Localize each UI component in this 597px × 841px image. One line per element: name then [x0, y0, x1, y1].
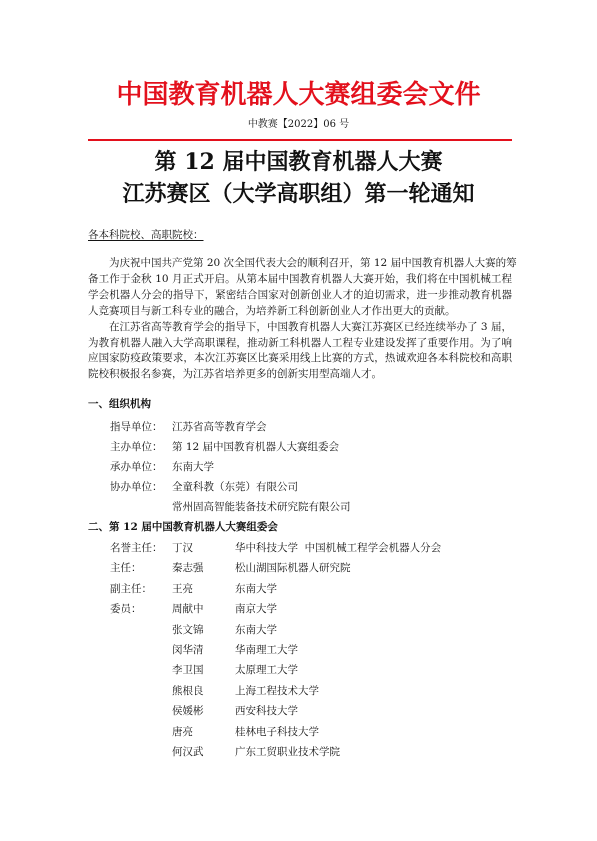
- committee-role: [110, 660, 172, 680]
- org-row-value: 江苏省高等教育学会: [172, 421, 267, 433]
- committee-row: [88, 620, 512, 640]
- body-text: [88, 256, 517, 383]
- red-header-rule: [88, 139, 512, 141]
- committee-member-affiliation: 太原理工大学: [235, 664, 298, 677]
- committee-row: [88, 701, 512, 721]
- org-row: [88, 437, 512, 457]
- paragraph-line: 为庆祝中国共产党第 20 次全国代表大会的顺利召开，第 12 届中国教育机器人大赛的筹: [109, 257, 517, 269]
- committee-member-affiliation: 东南大学: [235, 582, 277, 595]
- paragraph-line: 备工作于金秋 10 月正式开启。从第本届中国教育机器人大赛开始，我们将在中国机械工程: [88, 272, 512, 285]
- committee-row: [88, 681, 512, 701]
- committee-role: 名誉主任：: [110, 542, 163, 554]
- committee-member-affiliation: 华南理工大学: [235, 643, 298, 656]
- committee-role: 委员：: [110, 603, 142, 616]
- paragraph-line: 院校积极报名参赛，为江苏省培养更多的创新实用型高端人才。: [88, 368, 382, 381]
- paragraph-line: 应国家防疫政策要求，本次江苏赛区比赛采用线上比赛的方式，热诚欢迎各本科院校和高职: [88, 352, 512, 365]
- document-number: 中教赛【2022】06 号: [247, 119, 350, 130]
- committee-row: [88, 579, 512, 599]
- committee-member-name: 丁汉: [172, 542, 193, 554]
- committee-row: [88, 599, 512, 619]
- org-row: [88, 477, 512, 497]
- org-row-label: [110, 497, 172, 517]
- org-row-label: 指导单位：: [110, 421, 163, 433]
- committee-member-name: 李卫国: [172, 664, 204, 677]
- paragraph-2: [88, 320, 512, 384]
- org-row: [88, 417, 512, 437]
- committee-member-name: 周献中: [172, 603, 204, 616]
- org-row-value: 常州固高智能装备技术研究院有限公司: [172, 501, 351, 513]
- committee-row: [88, 742, 512, 762]
- paragraph-line: 为教育机器人融入大学高职课程，推动新工科机器人工程专业建设发挥了重要作用。为了响: [88, 336, 512, 349]
- committee-member-name: 秦志强: [172, 562, 204, 575]
- org-row: [88, 497, 512, 517]
- section-heading: 一、组织机构: [88, 398, 151, 410]
- committee-member-affiliation: 上海工程技术大学: [235, 684, 319, 697]
- committee-member-name: 侯媛彬: [172, 705, 204, 718]
- committee-role: 主任：: [110, 562, 142, 575]
- committee-member-affiliation: 南京大学: [235, 603, 277, 616]
- committee-member-name: 何汉武: [172, 745, 204, 758]
- section-organization: [88, 396, 512, 517]
- committee-member-affiliation: 桂林电子科技大学: [235, 725, 319, 738]
- notice-title-line-2: 江苏赛区（大学高职组）第一轮通知: [122, 181, 475, 207]
- committee-member-affiliation: 西安科技大学: [235, 705, 298, 718]
- paragraph-1: [88, 256, 517, 320]
- org-row-label: 承办单位：: [110, 461, 163, 473]
- committee-row: [88, 640, 512, 660]
- document-org-title: 中国教育机器人大赛组委会文件: [116, 80, 481, 110]
- committee-row: [88, 722, 512, 742]
- org-row-value: 全童科教（东莞）有限公司: [172, 481, 298, 493]
- org-row-value: 第 12 届中国教育机器人大赛组委会: [172, 441, 340, 453]
- committee-role: [110, 620, 172, 640]
- committee-member-affiliation: 东南大学: [235, 623, 277, 636]
- section-heading: 二、第 12 届中国教育机器人大赛组委会: [88, 521, 278, 533]
- committee-member-name: 王亮: [172, 582, 193, 595]
- paragraph-line: 学会机器人分会的指导下，紧密结合国家对创新创业人才的迫切需求，进一步推动教育机器: [88, 288, 512, 301]
- paragraph-line: 人竞赛项目与新工科专业的融合，为培养新工科创新创业人才作出更大的贡献。: [88, 304, 456, 317]
- salutation: 各本科院校、高职院校：: [88, 229, 204, 241]
- committee-member-affiliation: 松山湖国际机器人研究院: [235, 562, 351, 575]
- committee-member-name: 张文锦: [172, 623, 204, 636]
- committee-member-name: 熊根良: [172, 684, 204, 697]
- committee-member-affiliation: 广东工贸职业技术学院: [235, 745, 340, 758]
- committee-member-name: 闵华清: [172, 643, 204, 656]
- org-row-label: 主办单位：: [110, 441, 163, 453]
- org-row-value: 东南大学: [172, 461, 214, 473]
- committee-row: [88, 660, 512, 680]
- committee-row: [88, 538, 512, 558]
- committee-role: [110, 701, 172, 721]
- committee-member-name: 唐亮: [172, 725, 193, 738]
- org-row-label: 协办单位：: [110, 481, 163, 493]
- committee-member-affiliation: 华中科技大学 中国机械工程学会机器人分会: [235, 542, 442, 554]
- committee-role: [110, 681, 172, 701]
- org-row: [88, 457, 512, 477]
- committee-role: [110, 640, 172, 660]
- committee-row: [88, 558, 512, 578]
- committee-role: [110, 722, 172, 742]
- notice-title-line-1: 第 12 届中国教育机器人大赛: [154, 149, 443, 175]
- committee-role: 副主任：: [110, 582, 152, 595]
- paragraph-line: 在江苏省高等教育学会的指导下，中国教育机器人大赛江苏赛区已经连续举办了 3 届，: [109, 320, 512, 333]
- section-committee: [88, 517, 512, 762]
- committee-role: [110, 742, 172, 762]
